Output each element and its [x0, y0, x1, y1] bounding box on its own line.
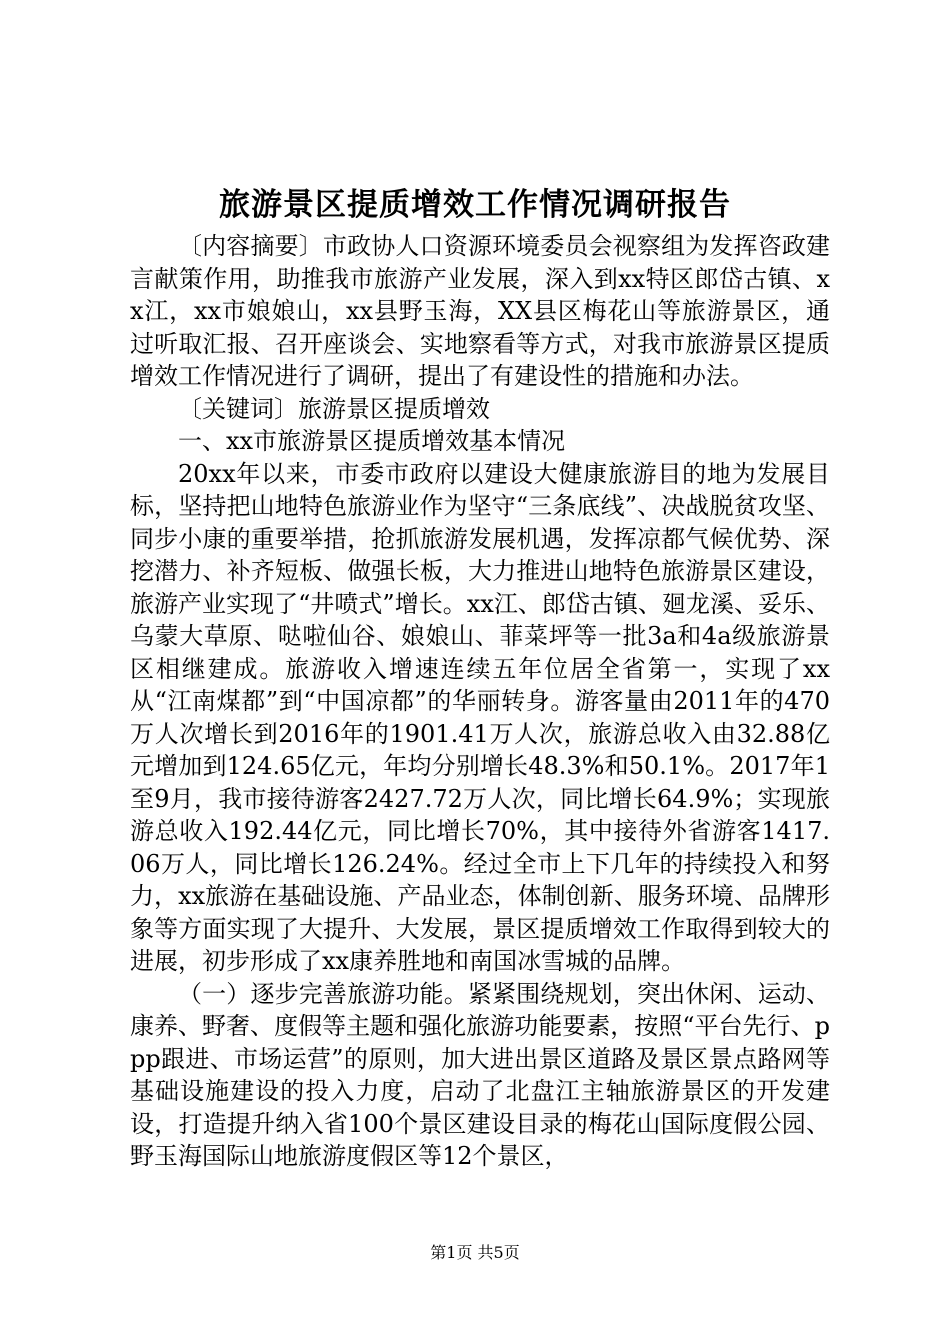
body-paragraph: （一）逐步完善旅游功能。紧紧围绕规划，突出休闲、运动、康养、野奢、度假等主题和强化旅游功能要素，按照“平台先行、ppp跟进、市场运营”的原则，加大进出景区道路及景区景点路网等基础设施建设的投入力度，启动了北盘江主轴旅游景区的开发建设，打造提升纳入省100个景区建设目录的梅花山国际度假公园、野玉海国际山地旅游度假区等12个景区， — [130, 979, 830, 1170]
document-title: 旅游景区提质增效工作情况调研报告 — [219, 187, 731, 223]
page-number-footer: 第1页 共5页 — [430, 1243, 520, 1262]
keywords-paragraph: 〔关键词〕旅游景区提质增效 — [178, 394, 490, 423]
document-body — [130, 230, 830, 1173]
abstract-paragraph: 〔内容摘要〕市政协人口资源环境委员会视察组为发挥咨政建言献策作用，助推我市旅游产业发展，深入到xx特区郎岱古镇、xx江，xx市娘娘山，xx县野玉海，XX县区梅花山等旅游景区，通过听取汇报、召开座谈会、实地察看等方式，对我市旅游景区提质增效工作情况进行了调研，提出了有建设性的措施和办法。 — [130, 232, 830, 390]
section-heading: 一、xx市旅游景区提质增效基本情况 — [178, 427, 566, 455]
body-paragraph: 20xx年以来，市委市政府以建设大健康旅游目的地为发展目标，坚持把山地特色旅游业作为坚守“三条底线”、决战脱贫攻坚、同步小康的重要举措，抢抓旅游发展机遇，发挥凉都气候优势、深挖潜力、补齐短板、做强长板，大力推进山地特色旅游景区建设，旅游产业实现了“井喷式”增长。xx江、郎岱古镇、廻龙溪、妥乐、乌蒙大草原、哒啦仙谷、娘娘山、菲菜坪等一批3a和4a级旅游景区相继建成。旅游收入增速连续五年位居全省第一，实现了xx从“江南煤都”到“中国凉都”的华丽转身。游客量由2011年的470万人次增长到2016年的1901.41万人次，旅游总收入由32.88亿元增加到124.65亿元，年均分别增长48.3%和50.1%。2017年1至9月，我市接待游客2427.72万人次，同比增长64.9%；实现旅游总收入192.44亿元，同比增长70%，其中接待外省游客1417.06万人，同比增长126.24%。经过全市上下几年的持续投入和努力，xx旅游在基础设施、产品业态，体制创新、服务环境、品牌形象等方面实现了大提升、大发展，景区提质增效工作取得到较大的进展，初步形成了xx康养胜地和南国冰雪城的品牌。 — [130, 459, 830, 975]
